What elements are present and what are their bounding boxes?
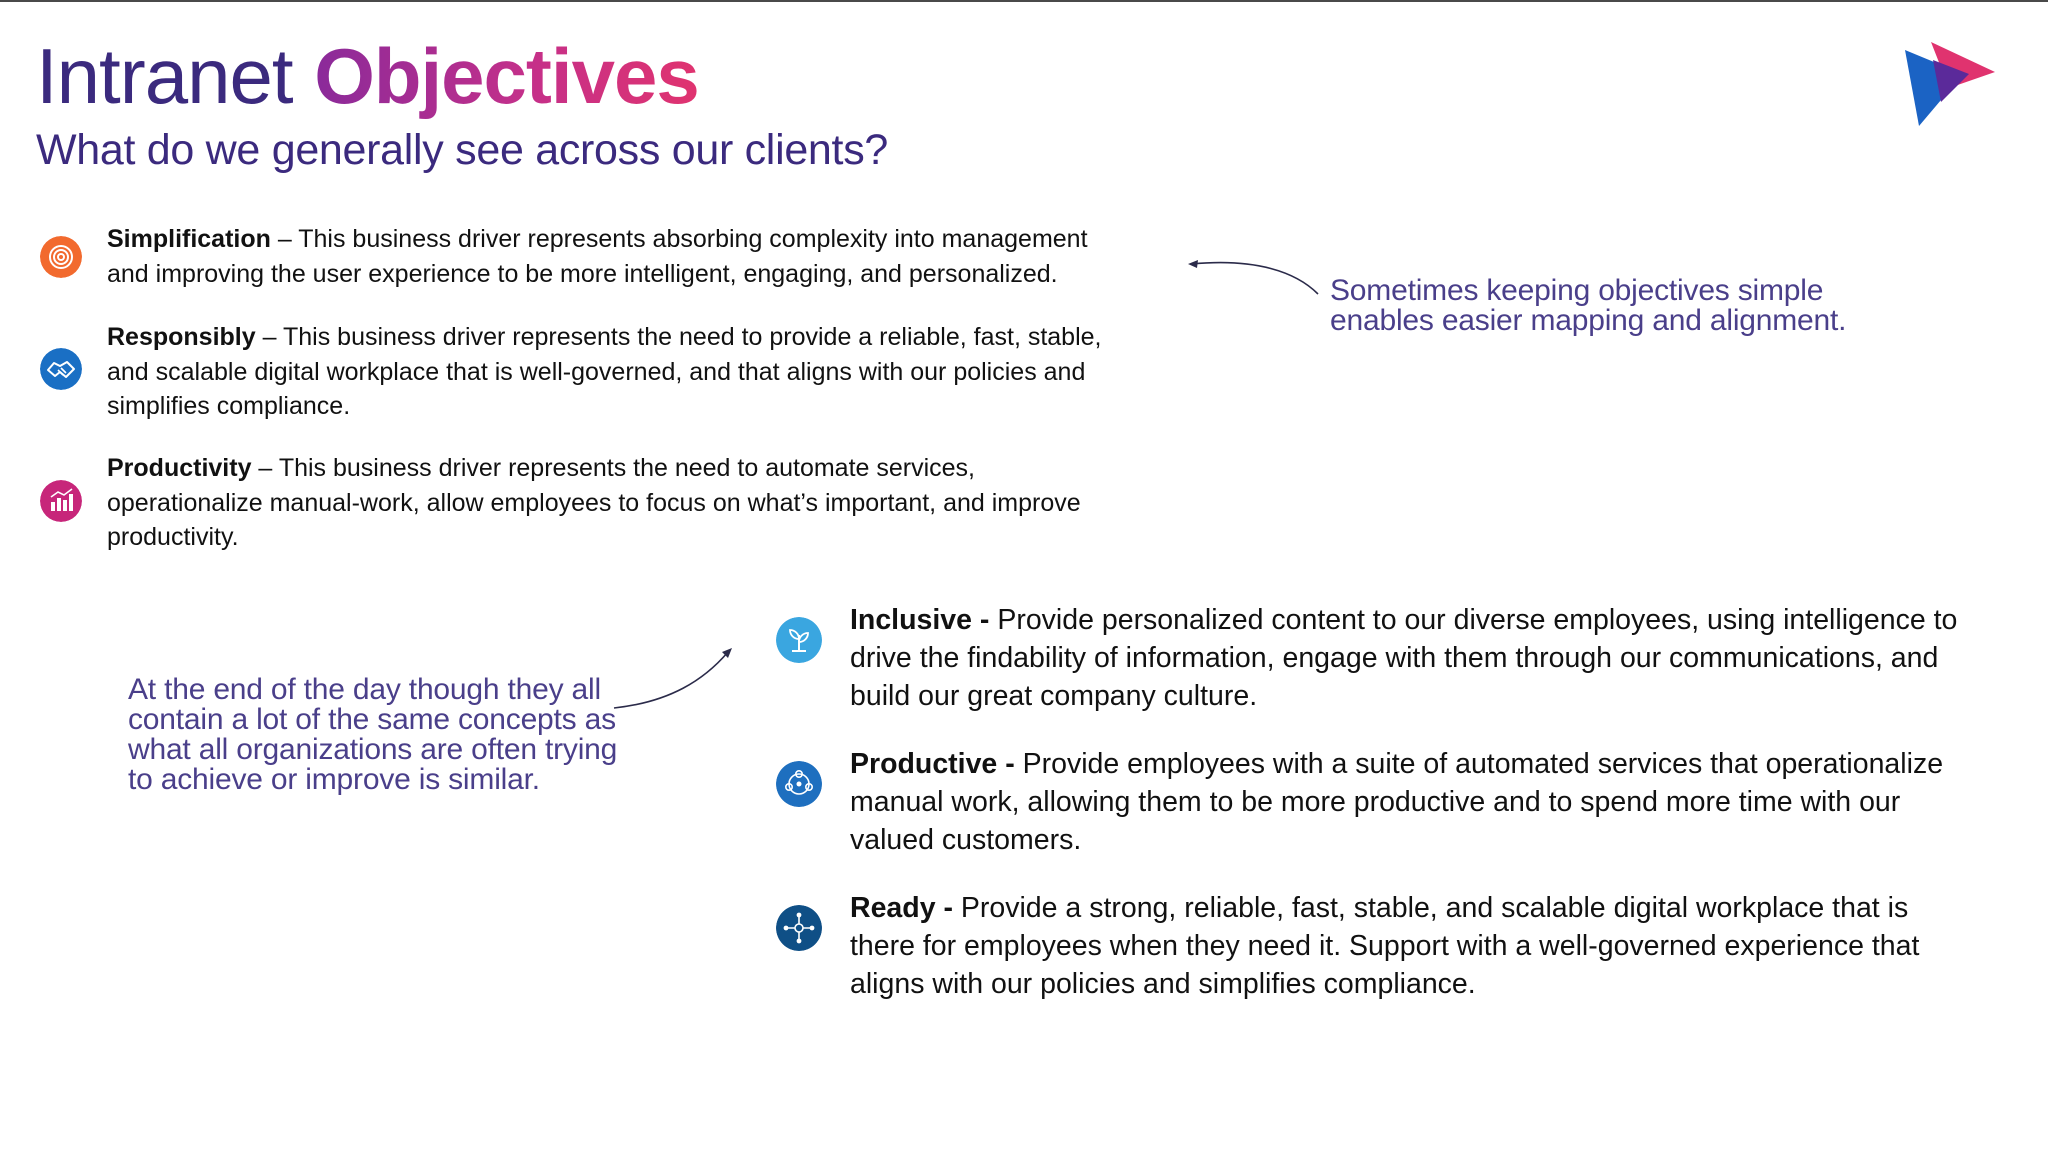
driver-name: Productivity (107, 454, 252, 482)
arrow-to-drivers-icon (1186, 254, 1321, 296)
page-subtitle: What do we generally see across our clients? (36, 126, 889, 174)
objective-ready (850, 889, 1980, 1003)
driver-productivity (107, 451, 1127, 555)
driver-name: Simplification (107, 225, 271, 253)
objective-sep: - (935, 892, 961, 924)
title-light: Intranet (36, 32, 293, 120)
objective-name: Productive (850, 748, 998, 780)
objective-name: Ready (850, 892, 936, 924)
note-same-concepts: At the end of the day though they all contain a lot of the same concepts as what all organizations are often trying to achieve or improve is similar. (128, 673, 618, 796)
page-title (36, 26, 699, 126)
objective-text: Provide employees with a suite of automated services that operationalize manual work, allowing them to be more productive and to spend more time with our valued customers. (850, 748, 1944, 856)
plant-icon (776, 617, 822, 663)
target-icon (40, 236, 82, 278)
driver-name: Responsibly (107, 323, 256, 351)
title-bold: Objectives (314, 32, 699, 120)
handshake-icon (40, 348, 82, 390)
objective-sep: - (971, 604, 998, 636)
objective-text: Provide a strong, reliable, fast, stable, and scalable digital workplace that is there for employees when they need it. Support with a well-governed experience that aligns with our policies and simplifies compliance. (850, 892, 1920, 1000)
objective-sep: - (997, 748, 1023, 780)
driver-responsibly (107, 320, 1127, 424)
objective-text: Provide personalized content to our diverse employees, using intelligence to drive the findability of information, engage with them through our communications, and build our great company culture. (850, 604, 1958, 712)
driver-sep: – (255, 323, 283, 351)
top-border (0, 0, 2048, 2)
people-network-icon (776, 761, 822, 807)
bar-chart-icon (40, 480, 82, 522)
driver-sep: – (251, 454, 279, 482)
driver-text: This business driver represents the need to automate services, operationalize manual-work, allow employees to focus on what’s important, and improve productivity. (107, 454, 1081, 551)
driver-text: This business driver represents the need to provide a reliable, fast, stable, and scalable digital workplace that is well-governed, and that aligns with our policies and simplifies compliance. (107, 323, 1102, 420)
arrow-to-objectives-icon (612, 646, 734, 710)
brand-logo-icon (1905, 42, 1995, 126)
objective-productive (850, 745, 1980, 859)
network-hub-icon (776, 905, 822, 951)
driver-text: This business driver represents absorbing complexity into management and improving the user experience to be more intelligent, engaging, and personalized. (107, 225, 1088, 288)
driver-sep: – (270, 225, 299, 253)
driver-simplification (107, 222, 1127, 291)
objective-name: Inclusive (850, 604, 972, 636)
note-simple-objectives: Sometimes keeping objectives simple enables easier mapping and alignment. (1330, 274, 1847, 337)
objective-inclusive (850, 601, 1980, 715)
